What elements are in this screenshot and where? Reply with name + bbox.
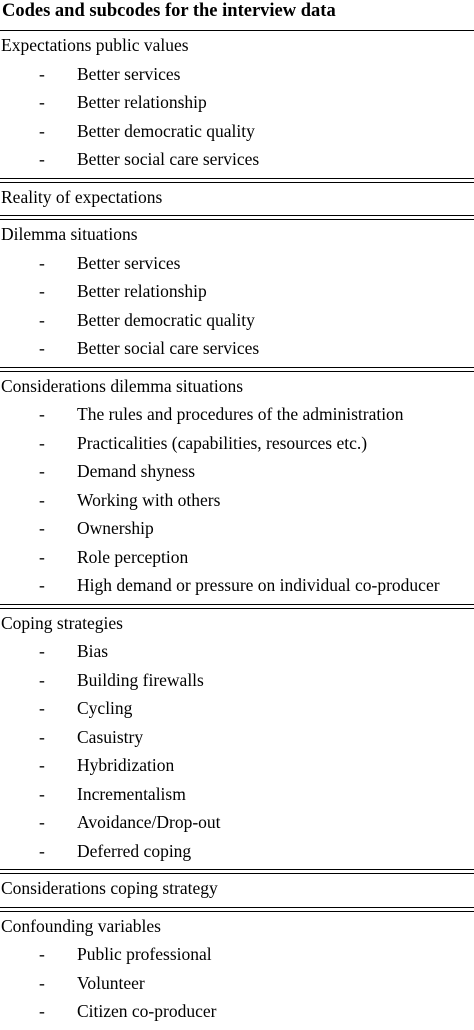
subcode-label: Ownership (77, 518, 154, 538)
bullet-dash: - (39, 669, 45, 690)
bullet-dash: - (39, 1001, 45, 1021)
bullet-dash: - (39, 120, 45, 141)
subcode-item (0, 723, 474, 752)
subcode-label: Better social care services (77, 149, 260, 169)
section-heading: Confounding variables (1, 915, 161, 936)
subcode-label: Building firewalls (77, 669, 204, 690)
subcode-item (0, 249, 474, 278)
subcode-label: Practicalities (capabilities, resources etc.) (77, 432, 368, 453)
bullet-dash: - (39, 149, 45, 169)
subcode-label: Cycling (77, 698, 133, 718)
subcode-item (0, 637, 474, 666)
bullet-dash: - (39, 489, 45, 510)
section-heading: Coping strategies (1, 612, 123, 633)
bullet-dash: - (39, 755, 45, 775)
bullet-dash: - (39, 840, 45, 861)
subcode-label: Role perception (77, 546, 189, 567)
code-section (0, 874, 474, 907)
section-heading: Dilemma situations (1, 224, 138, 244)
code-section (0, 220, 474, 367)
subcode-label: Better services (77, 252, 181, 273)
bullet-dash: - (39, 309, 45, 330)
subcode-item (0, 306, 474, 335)
section-heading: Reality of expectations (1, 186, 163, 207)
bullet-dash: - (39, 461, 45, 481)
section-heading: Considerations dilemma situations (1, 375, 244, 396)
subcode-label: Better relationship (77, 92, 207, 112)
subcode-label: Deferred coping (77, 840, 192, 861)
subcode-item (0, 429, 474, 458)
code-section (0, 31, 474, 178)
subcode-label: Volunteer (77, 972, 145, 993)
subcode-item (0, 514, 474, 543)
subcode-item (0, 694, 474, 723)
bullet-dash: - (39, 726, 45, 747)
bullet-dash: - (39, 698, 45, 718)
section-heading: Expectations public values (1, 35, 189, 55)
subcode-label: Demand shyness (77, 461, 196, 481)
subcode-label: Better services (77, 63, 181, 84)
bullet-dash: - (39, 972, 45, 993)
subcode-item (0, 997, 474, 1026)
subcode-label: Public professional (77, 944, 212, 964)
bullet-dash: - (39, 252, 45, 273)
code-section (0, 372, 474, 604)
subcode-item (0, 543, 474, 572)
subcode-label: Better democratic quality (77, 120, 255, 141)
subcode-label: Avoidance/Drop-out (77, 812, 221, 832)
subcode-label: Hybridization (77, 755, 175, 775)
subcode-item (0, 808, 474, 837)
bullet-dash: - (39, 575, 45, 595)
bullet-dash: - (39, 944, 45, 964)
subcode-item (0, 969, 474, 998)
subcode-item (0, 486, 474, 515)
subcode-label: High demand or pressure on individual co-producer (77, 575, 440, 595)
section-heading: Considerations coping strategy (1, 878, 218, 898)
subcode-label: Better social care services (77, 338, 260, 358)
bullet-dash: - (39, 432, 45, 453)
table-body (0, 31, 474, 1030)
bullet-dash: - (39, 812, 45, 832)
subcode-item (0, 457, 474, 486)
subcode-label: Better relationship (77, 281, 207, 301)
subcode-item (0, 571, 474, 600)
subcode-label: Casuistry (77, 726, 144, 747)
bullet-dash: - (39, 63, 45, 84)
subcode-label: Bias (77, 641, 109, 661)
subcode-label: Better democratic quality (77, 309, 255, 330)
subcode-item (0, 940, 474, 969)
subcode-item (0, 400, 474, 429)
bullet-dash: - (39, 546, 45, 567)
code-section (0, 609, 474, 870)
subcode-item (0, 60, 474, 89)
subcode-item (0, 145, 474, 174)
bullet-dash: - (39, 641, 45, 661)
bullet-dash: - (39, 281, 45, 301)
subcode-label: Working with others (77, 489, 221, 510)
subcode-label: The rules and procedures of the administration (77, 404, 404, 424)
subcode-item (0, 837, 474, 866)
subcode-item (0, 117, 474, 146)
subcode-item (0, 277, 474, 306)
bullet-dash: - (39, 783, 45, 804)
subcode-item (0, 780, 474, 809)
bullet-dash: - (39, 338, 45, 358)
table-title: Codes and subcodes for the interview data (2, 1, 336, 21)
bullet-dash: - (39, 92, 45, 112)
code-section (0, 183, 474, 216)
subcode-item (0, 88, 474, 117)
subcode-item (0, 666, 474, 695)
subcode-item (0, 751, 474, 780)
subcode-item (0, 334, 474, 363)
bullet-dash: - (39, 404, 45, 424)
bullet-dash: - (39, 518, 45, 538)
subcode-label: Incrementalism (77, 783, 186, 804)
code-section (0, 912, 474, 1030)
subcode-label: Citizen co-producer (77, 1001, 217, 1021)
